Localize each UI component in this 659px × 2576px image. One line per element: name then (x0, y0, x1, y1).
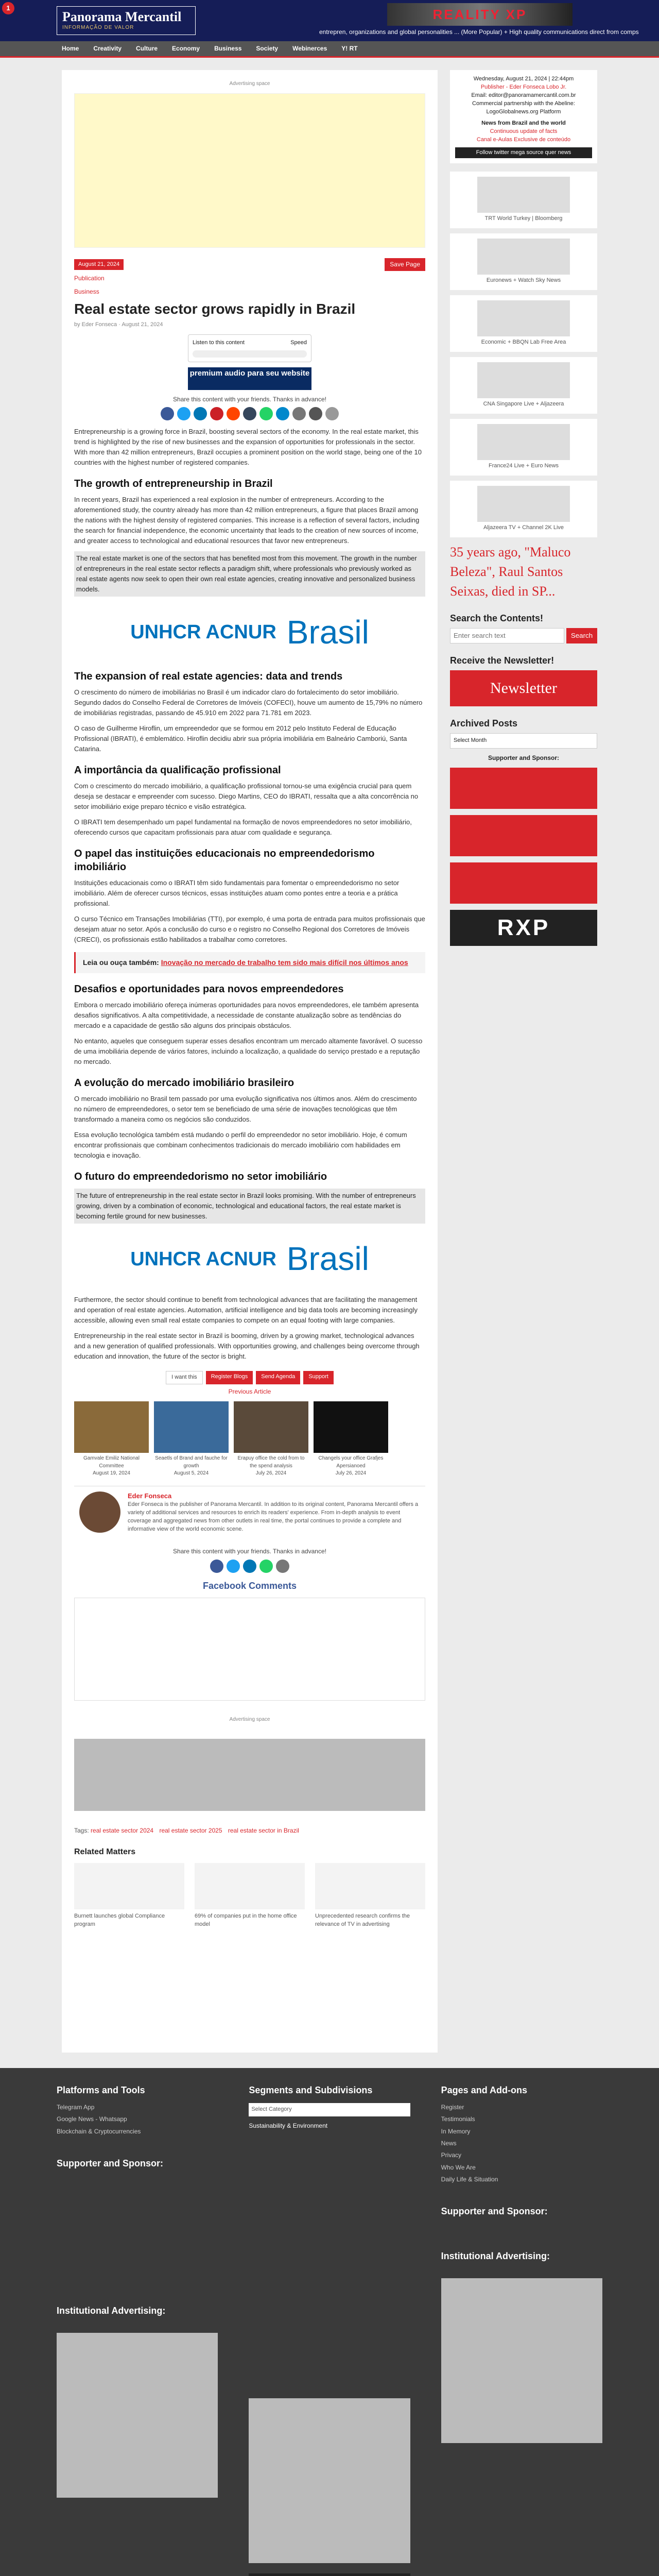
send-agenda-button[interactable]: Send Agenda (256, 1371, 300, 1384)
article-intro: Entrepreneurship is a growing force in Brazil, boosting several sectors of the economy. In the real estate market, this trend is highlighted by the rise of new businesses and the expansion of opportunities for professionals in the sector. With more than 42 million entrepreneurs, Brazil occupies a prominent position on the world stage, being one of the 10 countries with the highest number of registered companies. (74, 428, 422, 467)
sponsor-banner[interactable] (450, 862, 597, 904)
footer-institutional: Institutional Advertising: (57, 2306, 166, 2316)
sidebar (450, 70, 597, 2053)
preview-date: August 5, 2024 (174, 1470, 209, 1477)
share-text: Share this content with your friends. Thanks in advance! (173, 396, 326, 403)
footer-heading: Segments and Subdivisions (249, 2084, 373, 2095)
footer-supporter: Supporter and Sponsor: (441, 2206, 548, 2217)
paragraph: Essa evolução tecnológica também está mudando o perfil do empreendedor no setor imobiliário. Hoje, é comum encontrar profissionais que combinam conhecimentos tradicionais do mercado imobiliário com habilidades em tecnologia e inovação. (74, 1130, 407, 1159)
paragraph: Entrepreneurship in the real estate sector in Brazil is booming, driven by a growing market, technological advances and a new generation of qualified professionals. With opportunities growing, and challenges being overcome through education and innovation, the future of the sector is bright. (74, 1331, 420, 1360)
related-item-title: Burnett launches global Compliance program (74, 1912, 165, 1927)
register-blogs-button[interactable]: Register Blogs (206, 1371, 253, 1384)
unhcr-logo: UNHCR ACNUR (130, 621, 276, 643)
newsletter-banner[interactable]: Newsletter (450, 670, 597, 706)
whatsapp-icon[interactable] (259, 407, 273, 420)
paragraph: O caso de Guilherme Hiroflin, um empreendedor que se formou em 2012 pelo Instituto Federal de Educação Profissional (IBRATI), é emblemático. Hiroflin decidiu abrir sua própria imobiliária em Balneário Camboriú, Santa Catarina. (74, 724, 407, 753)
footer-link[interactable]: Who We Are (441, 2163, 476, 2171)
nav-creativity[interactable]: Creativity (93, 44, 122, 52)
preview-card[interactable] (154, 1401, 229, 1478)
footer-link[interactable]: Telegram App (57, 2103, 95, 2111)
news-stream[interactable] (450, 233, 597, 290)
unhcr-ad[interactable] (74, 604, 425, 660)
footer-ad[interactable] (249, 2398, 410, 2563)
date-badge: August 21, 2024 (74, 259, 124, 270)
preview-caption: Seaetls of Brand and fauche for growth (155, 1455, 228, 1469)
tags-label: Tags: (74, 1827, 89, 1835)
article-column (62, 70, 438, 2053)
preview-card[interactable] (74, 1401, 149, 1478)
paragraph: No entanto, aqueles que conseguem superar esses desafios encontram um mercado altamente favorável. O sucesso de uma imobiliária depende de vários fatores, incluindo a localização, a qualidade do serviço prestado e a reputação no mercado. (74, 1037, 423, 1065)
site-logo[interactable] (57, 6, 196, 35)
preview-caption: Changels your office Grafjes Apersianoed (318, 1455, 384, 1469)
paragraph: O IBRATI tem desempenhado um papel fundamental na formação de novos empreendedores no setor imobiliário, oferecendo cursos que capacitam profissionais para atuar com qualidade e segurança. (74, 818, 412, 837)
telegram-icon[interactable] (276, 407, 289, 420)
preview-card[interactable] (314, 1401, 388, 1478)
audio-label: Listen to this content (193, 340, 245, 346)
preview-caption: Gamvale Emiliz National Committee (83, 1455, 140, 1469)
email-icon[interactable] (276, 1560, 289, 1573)
supporter-label: Supporter and Sponsor: (488, 754, 559, 761)
search-button[interactable]: Search (566, 628, 597, 643)
section-heading: A evolução do mercado imobiliário brasileiro (74, 1077, 294, 1089)
related-read-box (74, 952, 425, 973)
email-label[interactable]: Email: editor@panoramamercantil.com.br (471, 92, 576, 98)
related-matters-title: Related Matters (74, 1847, 136, 1856)
preview-caption: Erapuy office the cold from to the spend analysis (237, 1455, 305, 1469)
footer-col-pages (441, 2083, 602, 2576)
preview-date: July 26, 2024 (255, 1470, 287, 1477)
action-buttons (74, 1371, 425, 1384)
unhcr-logo: UNHCR ACNUR (130, 1248, 276, 1270)
subcategory-link[interactable]: Business (74, 287, 99, 295)
related-item[interactable] (195, 1863, 305, 1929)
related-item[interactable] (315, 1863, 425, 1929)
paragraph: O mercado imobiliário no Brasil tem passado por uma evolução significativa nos últimos anos. Além do crescimento no número de empreendedores, o setor tem se beneficiado de uma série de inovações tecnológicas que têm transformado a maneira como os negócios são conduzidos. (74, 1094, 417, 1123)
date-weather: Wednesday, August 21, 2024 | 22:44pm (473, 76, 574, 82)
footer-supporter: Supporter and Sponsor: (57, 2158, 163, 2168)
footer-link[interactable]: Blockchain & Cryptocurrencies (57, 2127, 141, 2135)
main-nav (0, 41, 659, 58)
preview-date: July 26, 2024 (335, 1470, 367, 1477)
footer-ad[interactable] (441, 2278, 602, 2443)
paragraph: Furthermore, the sector should continue to benefit from technological advances that are facilitating the management and operation of real estate agencies. Automation, artificial intelligence and big data tools are becoming increasingly accessible, allowing even small real estate companies to compete on an equal footing with large companies. (74, 1295, 418, 1324)
footer-link[interactable]: Daily Life & Situation (441, 2176, 498, 2183)
stream-label: Economic + BBQN Lab Free Area (481, 339, 566, 346)
article-meta: by Eder Fonseca · August 21, 2024 (74, 321, 163, 328)
footer-institutional: Institutional Advertising: (441, 2250, 550, 2261)
unhcr-ad[interactable] (74, 1231, 425, 1287)
stream-label: Aljazeera TV + Channel 2K Live (483, 524, 564, 531)
related-item[interactable] (74, 1863, 184, 1929)
linkedin-icon[interactable] (194, 407, 207, 420)
search-form (450, 628, 597, 643)
section-heading: O papel das instituições educacionais no empreendedorismo imobiliário (74, 848, 375, 873)
publisher-box (450, 70, 597, 163)
copy-link-icon[interactable] (325, 407, 339, 420)
sidebar-link[interactable]: Canal e-Aulas Exclusive de conteúdo (476, 136, 571, 143)
audio-progress[interactable] (193, 350, 307, 358)
header-tagline: entrepren, organizations and global personalities ... (More Popular) + High quality communications direct from comps (319, 28, 639, 36)
news-stream[interactable] (450, 357, 597, 414)
tumblr-icon[interactable] (243, 407, 256, 420)
tag-link[interactable]: real estate sector 2025 (159, 1827, 222, 1835)
sidebar-link[interactable]: Continuous update of facts (490, 128, 558, 134)
news-stream[interactable] (450, 481, 597, 537)
audio-speed[interactable]: Speed (290, 340, 307, 346)
share-buttons (74, 407, 425, 420)
related-item-title: Unprecedented research confirms the relevance of TV in advertising (315, 1912, 410, 1927)
stream-label: TRT World Turkey | Bloomberg (484, 215, 563, 222)
facebook-icon[interactable] (161, 407, 174, 420)
footer-heading: Platforms and Tools (57, 2084, 145, 2095)
share-buttons (74, 1560, 425, 1573)
stream-label: France24 Live + Euro News (488, 463, 559, 469)
page-layout (62, 58, 597, 2053)
unhcr-brasil: Brasil (286, 1240, 369, 1278)
section-heading: The expansion of real estate agencies: data and trends (74, 671, 343, 683)
footer-link[interactable]: In Memory (441, 2127, 471, 2135)
section-heading: O futuro do empreendedorismo no setor imobiliário (74, 1171, 327, 1182)
related-list (74, 1863, 425, 1929)
paragraph: O crescimento do número de imobiliárias no Brasil é um indicador claro do fortalecimento do setor imobiliário. Segundo dados do Conselho Federal de Corretores de Imóveis (COFECI), houve um aumento de 15,79% no número de imobiliárias registradas, passando de 45.910 em 2022 para 71.781 em 2023. (74, 688, 423, 717)
paragraph: Instituições educacionais como o IBRATI têm sido fundamentais para fomentar o empreendedorismo no setor imobiliário. Além de oferecer cursos técnicos, essas instituições atuam como pontes entre a teoria e a prática profissional. (74, 879, 400, 908)
twitter-icon[interactable] (227, 1560, 240, 1573)
stream-label: Euronews + Watch Sky News (486, 277, 561, 284)
facebook-comments-box[interactable] (74, 1598, 425, 1701)
twitter-icon[interactable] (177, 407, 190, 420)
premium-audio-ad[interactable]: premium audio para seu website (188, 367, 311, 390)
footer-link[interactable]: Google News - Whatsapp (57, 2115, 127, 2123)
nav-business[interactable]: Business (214, 44, 242, 52)
tag-link[interactable]: real estate sector in Brazil (228, 1827, 299, 1835)
paragraph: In recent years, Brazil has experienced a real explosion in the number of entrepreneurs. According to the aforementioned study, the country already has more than 42 million entrepreneurs, a figure that places Brazil among the nations with the highest density of registered companies. This increase is a reflection of several factors, including the search for financial independence, the economic uncertainty that leads to the creation of new sources of income, and greater access to technological and educational resources that favor new entrepreneurs. (74, 496, 420, 545)
footer-ad[interactable] (57, 2333, 218, 2498)
bottom-ad-slot[interactable] (74, 1739, 425, 1811)
paragraph: Embora o mercado imobiliário ofereça inúmeras oportunidades para novos empreendedores, ele também apresenta desafios significativos. A alta competitividade, a necessidade de constante atualização sobre as tendências do mercado e a capacidade de gestão são alguns dos principais obstáculos. (74, 1001, 419, 1029)
ad-label: Advertising space (229, 1716, 270, 1722)
partner-text[interactable]: Commercial partnership with the Abeline: LogoGlobalnews.org Platform (472, 100, 575, 115)
footer-heading: Pages and Add-ons (441, 2084, 528, 2095)
whatsapp-icon[interactable] (259, 1560, 273, 1573)
previous-articles (74, 1401, 425, 1478)
category-link[interactable]: Publication (74, 275, 105, 282)
news-stream[interactable] (450, 295, 597, 352)
header-banner-ad[interactable] (387, 3, 573, 26)
newsletter-title: Receive the Newsletter! (450, 655, 554, 666)
author-name[interactable]: Eder Fonseca (128, 1492, 172, 1500)
category-select[interactable]: Select Category (249, 2103, 410, 2116)
pinterest-icon[interactable] (210, 407, 223, 420)
related-label: Leia ou ouça também: (83, 958, 159, 967)
footer-col-segments (249, 2083, 410, 2576)
footer-link[interactable]: Sustainability & Environment (249, 2122, 328, 2129)
print-icon[interactable] (309, 407, 322, 420)
share-text: Share this content with your friends. Thanks in advance! (173, 1548, 326, 1555)
site-footer (0, 2068, 659, 2576)
section-heading: Desafios e oportunidades para novos empreendedores (74, 983, 344, 995)
logo-name: Panorama Mercantil (62, 9, 182, 24)
footer-link[interactable]: Testimonials (441, 2115, 475, 2123)
notification-badge[interactable]: 1 (2, 2, 14, 14)
author-box (74, 1486, 425, 1539)
logo-subtitle: INFORMAÇÃO DE VALOR (62, 25, 134, 30)
footer-link[interactable]: News (441, 2139, 457, 2147)
author-bio: Eder Fonseca is the publisher of Panorama Mercantil. In addition to its original content, Panorama Mercantil offers a variety of additional services and resources to enrich its readers' experience. From in-depth analysis to event coverage and aggregated news from other outlets in real time, the portal continues to provide a complete and informative view of the world economic scene. (128, 1501, 419, 1533)
author-avatar (79, 1492, 120, 1533)
section-heading: A importância da qualificação profissional (74, 765, 281, 776)
rxp-banner[interactable]: RXP (450, 910, 597, 946)
sponsor-banner[interactable] (450, 768, 597, 809)
linkedin-icon[interactable] (243, 1560, 256, 1573)
nav-society[interactable]: Society (256, 44, 279, 52)
stream-label: CNA Singapore Live + Aljazeera (483, 401, 564, 408)
tag-link[interactable]: real estate sector 2024 (91, 1827, 154, 1835)
banner-text: REALITY XP (432, 7, 527, 22)
audio-player[interactable] (188, 334, 311, 362)
news-stream[interactable] (450, 419, 597, 476)
archive-title: Archived Posts (450, 718, 518, 728)
article-title: Real estate sector grows rapidly in Brazil (74, 301, 356, 317)
nav-home[interactable]: Home (62, 44, 79, 52)
highlight-paragraph: The future of entrepreneurship in the real estate sector in Brazil looks promising. With the number of entrepreneurs growing, driven by a combination of economic, technological and educational factors, the real estate market is becoming fertile ground for new businesses. (74, 1189, 425, 1224)
news-label: News from Brazil and the world (481, 120, 566, 126)
tags-line (74, 1826, 425, 1835)
unhcr-brasil: Brasil (286, 614, 369, 651)
top-header (0, 0, 659, 41)
preview-date: August 19, 2024 (93, 1470, 130, 1477)
archive-select[interactable]: Select Month (450, 733, 597, 749)
ad-label: Advertising space (229, 81, 270, 87)
paragraph: O curso Técnico em Transações Imobiliárias (TTI), por exemplo, é uma porta de entrada para muitos profissionais que desejam atuar no setor. Após a conclusão do curso e o registro no Conselho Regional dos Corretores de Imóveis (CRECI), os profissionais estão habilitados a trabalhar como corretores. (74, 915, 425, 944)
email-icon[interactable] (292, 407, 306, 420)
top-ad-slot[interactable] (74, 93, 425, 248)
related-link[interactable]: Inovação no mercado de trabalho tem sido mais difícil nos últimos anos (161, 958, 408, 967)
sidebar-link[interactable]: Follow twitter mega source quer news (455, 147, 592, 159)
footer-col-platforms (57, 2083, 218, 2576)
highlight-paragraph: The real estate market is one of the sectors that has benefited most from this movement. The growth in the number of entrepreneurs in the real estate sector reflects a paradigm shift, where professionals who previously worked as real estate agents now seek to open their own real estate agencies, creating innovative and personalized business models. (74, 551, 425, 597)
paragraph: Com o crescimento do mercado imobiliário, a qualificação profissional tornou-se uma exigência crucial para quem deseja se destacar e empreender com sucesso. Diego Martins, CEO do IBRATI, ressalta que a alta concorrência no setor imobiliário exige preparo técnico e visão estratégica. (74, 782, 419, 811)
preview-card[interactable] (234, 1401, 308, 1478)
previous-article-label: Previous Article (228, 1387, 271, 1395)
facebook-comments-title: Facebook Comments (202, 1580, 297, 1591)
search-title: Search the Contents! (450, 613, 544, 623)
nav-culture[interactable]: Culture (136, 44, 158, 52)
nav-economy[interactable]: Economy (172, 44, 200, 52)
nav-webinerces[interactable]: Webinerces (292, 44, 327, 52)
footer-rxp-banner[interactable] (249, 2573, 410, 2576)
nav-more[interactable]: Y! RT (341, 44, 358, 52)
search-input[interactable] (450, 628, 564, 643)
related-item-title: 69% of companies put in the home office model (195, 1912, 297, 1927)
footer-link[interactable]: Register (441, 2103, 464, 2111)
reddit-icon[interactable] (227, 407, 240, 420)
support-button[interactable]: Support (303, 1371, 334, 1384)
want-this-button[interactable]: I want this (166, 1371, 203, 1384)
publisher-name[interactable]: Publisher - Eder Fonseca Lobo Jr. (480, 83, 567, 90)
save-page-button[interactable]: Save Page (385, 258, 425, 271)
news-stream[interactable] (450, 172, 597, 228)
sponsor-banner[interactable] (450, 815, 597, 856)
facebook-icon[interactable] (210, 1560, 223, 1573)
section-heading: The growth of entrepreneurship in Brazil (74, 478, 273, 490)
footer-link[interactable]: Privacy (441, 2151, 461, 2159)
sidebar-headline[interactable]: 35 years ago, "Maluco Beleza", Raul Santos Seixas, died in SP... (450, 545, 571, 599)
